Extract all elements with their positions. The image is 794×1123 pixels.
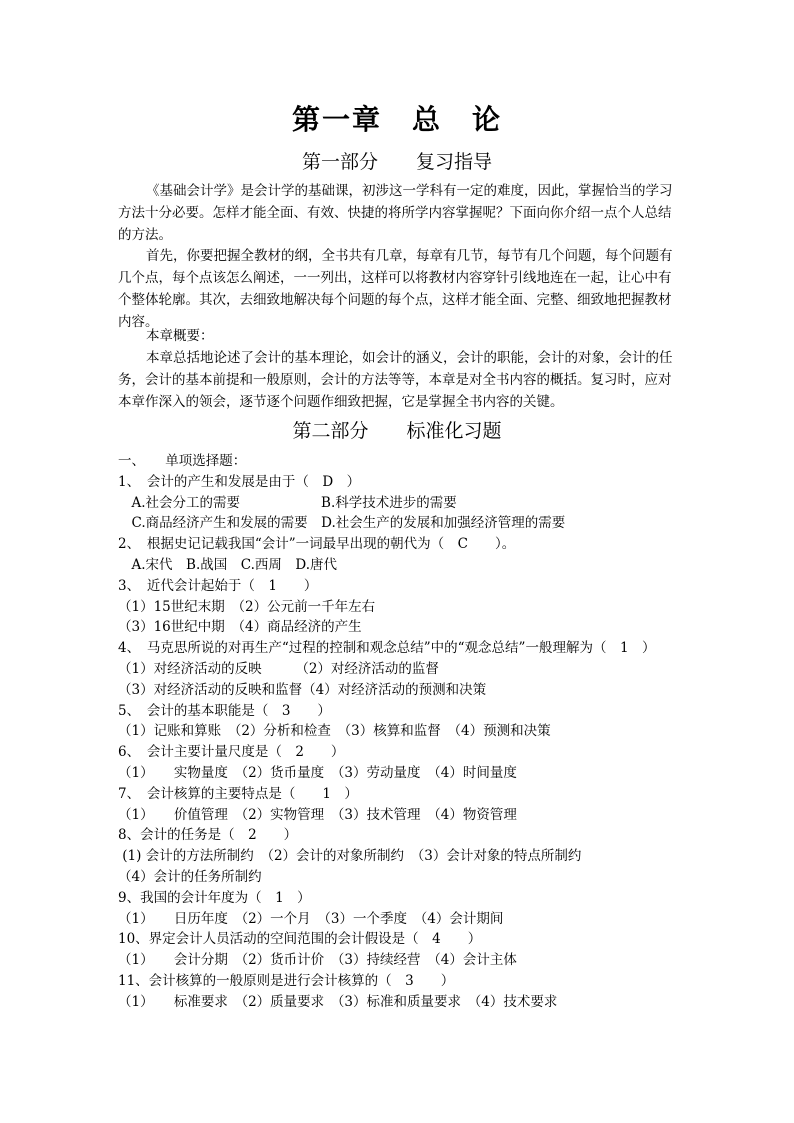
- option-line: （1） 价值管理 （2）实物管理 （3）技术管理 （4）物资管理: [118, 806, 517, 823]
- option-line: (1) 会计的方法所制约 （2）会计的对象所制约 （3）会计对象的特点所制约: [118, 848, 582, 865]
- chapter-summary-paragraph: [118, 347, 678, 413]
- option-line: （1） 实物量度 （2）货币量度 （3）劳动量度 （4）时间量度: [118, 764, 517, 781]
- option-line: （1）对经济活动的反映 （2）对经济活动的监督: [118, 660, 439, 677]
- question-list: [118, 451, 718, 1013]
- question-line: 7、 会计核算的主要特点是（ 1 ）: [118, 785, 358, 802]
- paragraph-text: 《基础会计学》是会计学的基础课，初涉这一学科有一定的难度，因此，掌握恰当的学习方法十分必要。怎样才能全面、有效、快捷的将所学内容掌握呢？下面向你介绍一点个人总结的方法。: [118, 183, 673, 243]
- option-line: A.宋代 B.战国 C.西周 D.唐代: [118, 556, 338, 573]
- option-line: （1）15世纪末期 （2）公元前一千年左右: [118, 598, 376, 615]
- question-line: 2、 根据史记记载我国“会计”一词最早出现的朝代为（ C ）。: [118, 536, 516, 553]
- section-heading: 一、 单项选择题：: [118, 453, 247, 469]
- question-line: 4、 马克思所说的对再生产“过程的控制和观念总结”中的“观念总结”一般理解为（ 1 ）: [118, 640, 656, 657]
- option-line: （1） 日历年度 （2）一个月 （3）一个季度 （4）会计期间: [118, 910, 504, 927]
- part2-heading: 第二部分 标准化习题: [292, 420, 502, 442]
- option-line: （1） 标准要求 （2）质量要求 （3）标准和质量要求 （4）技术要求: [118, 993, 558, 1010]
- paragraph-text: 本章总括地论述了会计的基本理论，如会计的涵义，会计的职能，会计的对象，会计的任务，会计的基本前提和一般原则，会计的方法等等，本章是对全书内容的概括。复习时，应对本章作深入的领会，逐节逐个问题作细致把握，它是掌握全书内容的关键。: [118, 350, 673, 410]
- chapter-summary-label: [118, 325, 678, 347]
- paragraph-text: 首先，你要把握全教材的纲，全书共有几章，每章有几节，每节有几个问题，每个问题有几个点，每个点该怎么阐述，一一列出，这样可以将教材内容穿针引线地连在一起，让心中有个整体轮廓。其次，去细致地解决每个问题的每个点，这样才能全面、完整、细致地把握教材内容。: [118, 248, 673, 330]
- chapter-title: 第一章 总 论: [291, 103, 502, 136]
- question-line: 9、我国的会计年度为（ 1 ）: [118, 889, 311, 906]
- intro-paragraph-2: [118, 245, 678, 333]
- question-line: 6、 会计主要计量尺度是（ 2 ）: [118, 744, 345, 761]
- option-line: （1）记账和算账 （2）分析和检查 （3）核算和监督 （4）预测和决策: [118, 723, 551, 740]
- question-line: 10、界定会计人员活动的空间范围的会计假设是（ 4 ）: [118, 931, 482, 948]
- intro-paragraph-1: [118, 180, 678, 246]
- question-line: 1、 会计的产生和发展是由于（ D ）: [118, 473, 361, 490]
- question-line: 5、 会计的基本职能是（ 3 ）: [118, 702, 331, 719]
- question-line: 11、会计核算的一般原则是进行会计核算的（ 3 ）: [118, 972, 455, 989]
- paragraph-text: 本章概要：: [146, 328, 214, 344]
- option-line: A.社会分工的需要 B.科学技术进步的需要: [118, 494, 457, 511]
- question-line: 3、 近代会计起始于（ 1 ）: [118, 577, 318, 594]
- option-line: （1） 会计分期 （2）货币计价 （3）持续经营 （4）会计主体: [118, 952, 517, 969]
- part1-heading: 第一部分 复习指导: [301, 151, 492, 173]
- option-line: （4）会计的任务所制约: [118, 868, 262, 885]
- option-line: （3）对经济活动的反映和监督（4）对经济活动的预测和决策: [118, 681, 487, 698]
- option-line: C.商品经济产生和发展的需要 D.社会生产的发展和加强经济管理的需要: [118, 515, 566, 532]
- question-line: 8、会计的任务是（ 2 ）: [118, 827, 298, 844]
- option-line: （3）16世纪中期 （4）商品经济的产生: [118, 619, 362, 636]
